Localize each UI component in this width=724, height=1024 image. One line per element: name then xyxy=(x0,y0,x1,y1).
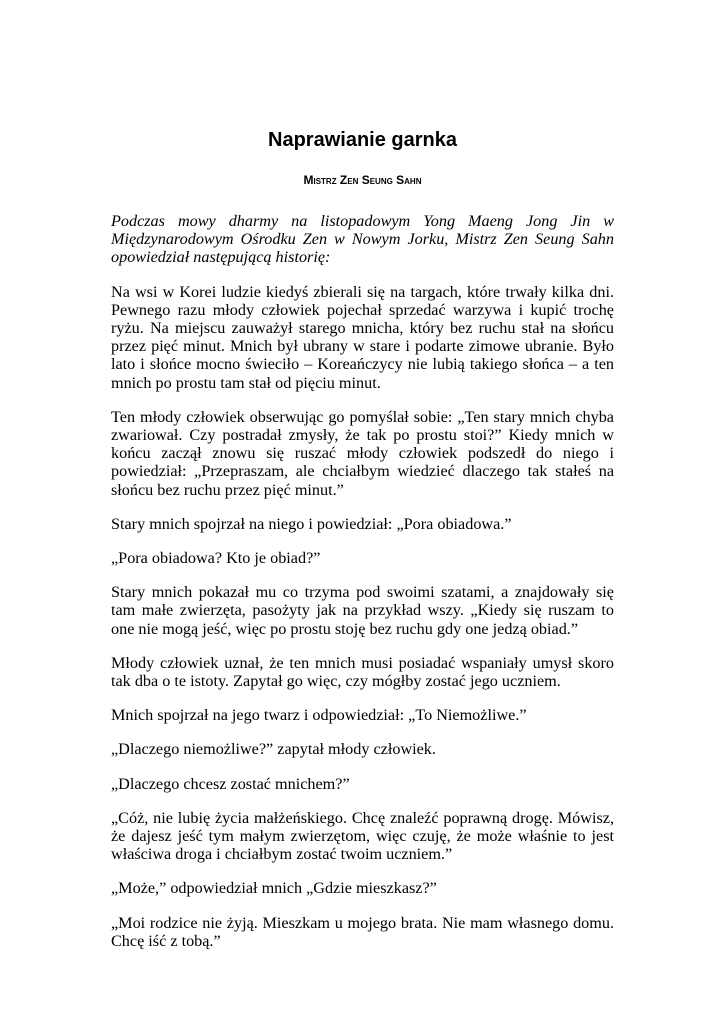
paragraph: „Dlaczego chcesz zostać mnichem?” xyxy=(111,774,350,793)
paragraph: Ten młody człowiek obserwując go pomyślał sobie: „Ten stary mnich chyba zwariował. Czy postradał zmysły, że tak po prostu stoi?” Kiedy mnich w końcu zaczął znowu się ruszać młody człowiek podszedł do niego i powiedział: „Przepraszam, ale chciałbym wiedzieć dlaczego tak stałeś na słońcu bez ruchu przez pięć minut.” xyxy=(111,407,614,499)
paragraph: Na wsi w Korei ludzie kiedyś zbierali się na targach, które trwały kilka dni. Pewnego razu młody człowiek pojechał sprzedać warzywa i kupić trochę ryżu. Na miejscu zauważył starego mnicha, który bez ruchu stał na słońcu przez pięć minut. Mnich był ubrany w stare i podarte zimowe ubranie. Było lato i słońce mocno świeciło – Koreańczycy nie lubią takiego słońca – a ten mnich po prostu tam stał od pięciu minut. xyxy=(111,282,614,392)
paragraph: „Może,” odpowiedział mnich „Gdzie mieszkasz?” xyxy=(111,879,437,898)
document-page xyxy=(111,0,614,1024)
author-line: Mistrz Zen Seung Sahn xyxy=(303,173,422,187)
document-body xyxy=(111,212,614,966)
intro-paragraph: Podczas mowy dharmy na listopadowym Yong Maeng Jong Jin w Międzynarodowym Ośrodku Zen w Nowym Jorku, Mistrz Zen Seung Sahn opowiedział następującą historię: xyxy=(111,212,614,267)
paragraph: „Pora obiadowa? Kto je obiad?” xyxy=(111,549,321,568)
paragraph: Młody człowiek uznał, że ten mnich musi posiadać wspaniały umysł skoro tak dba o te istoty. Zapytał go więc, czy mógłby zostać jego uczniem. xyxy=(111,653,614,691)
paragraph: Stary mnich spojrzał na niego i powiedział: „Pora obiadowa.” xyxy=(111,514,512,533)
paragraph: „Cóż, nie lubię życia małżeńskiego. Chcę znaleźć poprawną drogę. Mówisz, że dajesz jeść tym małym zwierzętom, więc czuję, że może właśnie to jest właściwa droga i chciałbym zostać twoim uczniem.” xyxy=(111,808,614,864)
paragraph: „Dlaczego niemożliwe?” zapytał młody człowiek. xyxy=(111,740,436,759)
paragraph: Mnich spojrzał na jego twarz i odpowiedział: „To Niemożliwe.” xyxy=(111,706,527,725)
page-title: Naprawianie garnka xyxy=(268,129,457,151)
paragraph: „Moi rodzice nie żyją. Mieszkam u mojego brata. Nie mam własnego domu. Chcę iść z tobą.” xyxy=(111,913,614,950)
paragraph: Stary mnich pokazał mu co trzyma pod swoimi szatami, a znajdowały się tam małe zwierzęta, pasożyty jak na przykład wszy. „Kiedy się ruszam to one nie mogą jeść, więc po prostu stoję bez ruchu gdy one jedzą obiad.” xyxy=(111,583,614,638)
